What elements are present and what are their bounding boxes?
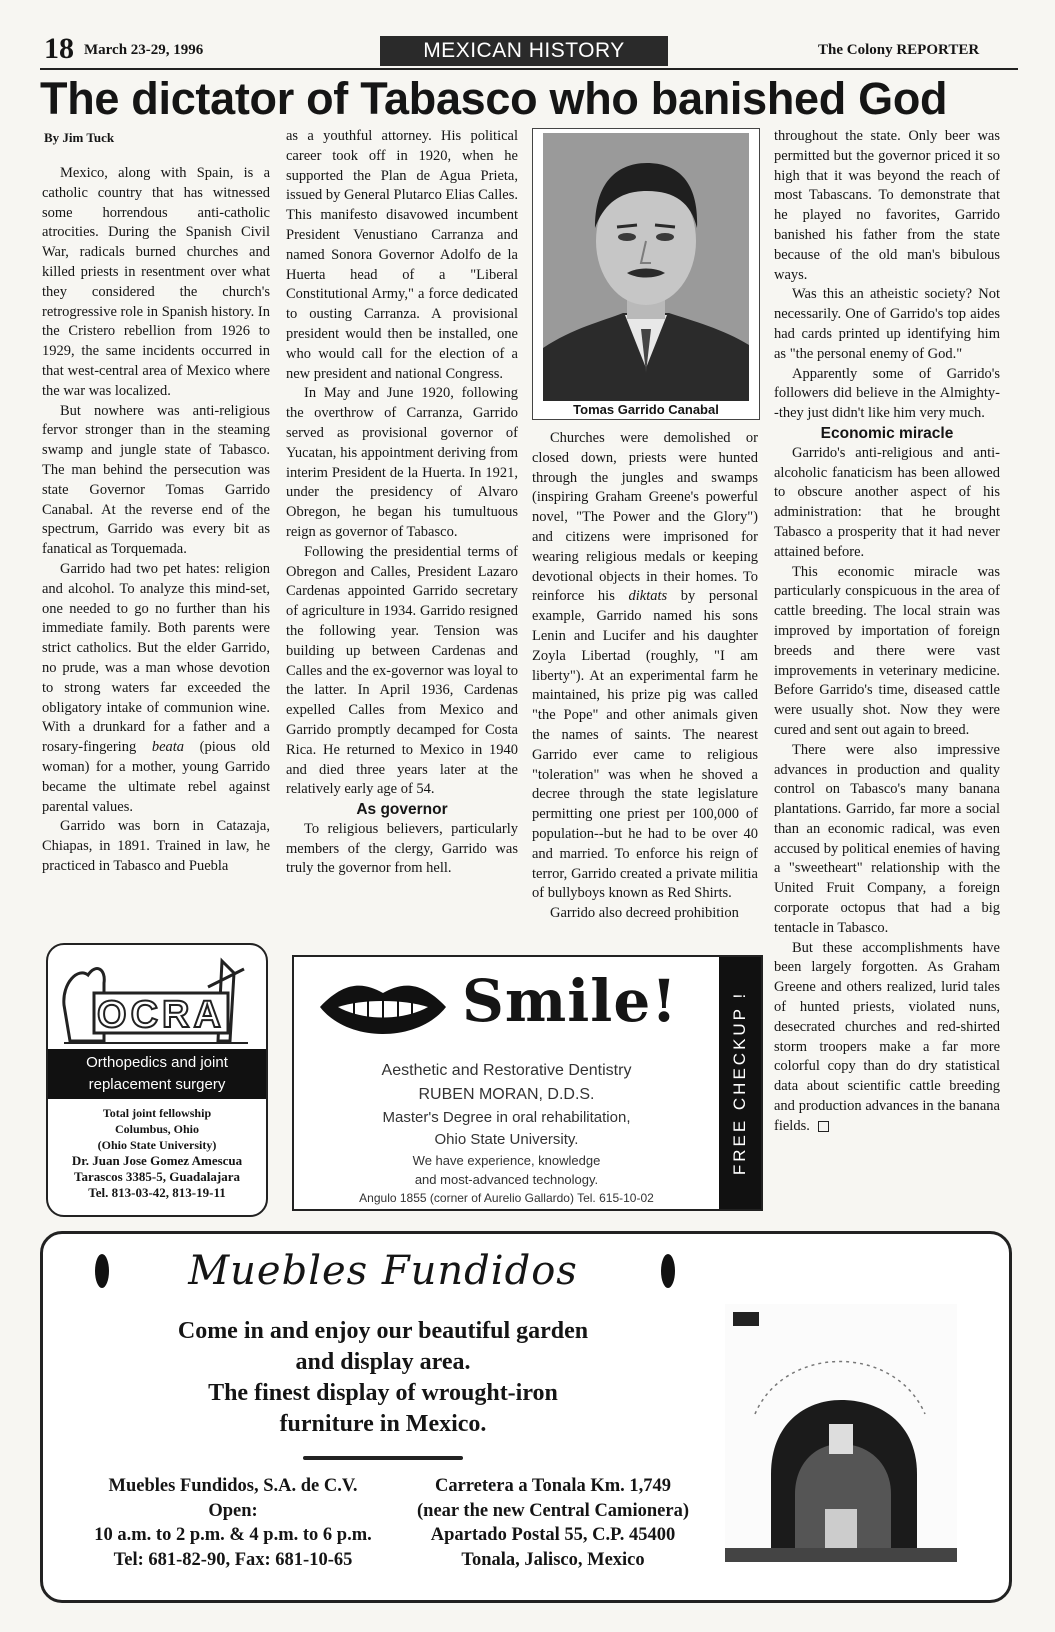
slogan-line: and display area. [295,1349,471,1375]
opening-hours: 10 a.m. to 2 p.m. & 4 p.m. to 6 p.m. [94,1525,372,1545]
muebles-contact-left [73,1474,393,1572]
subhead-economic-miracle: Economic miracle [820,424,954,442]
article-column-4 [774,127,1000,1137]
smile-dentistry-advertisement [292,955,763,1211]
paragraph-text: by personal example, Garrido named his sons Lenin and Lucifer and his daughter Zoyla Libertad (roughly, "I am liberty"). At an experimental farm he maintained, his prize pig was called "the Pope" and other animals given the names of saints. The nearest Garrido ever came to religious "toleration" was when he shoved a decree through the state legislature permitting one priest per 100,000 of population--but he had to be over 40 and married. To enforce his reign of terror, Garrido created a private militia of bullyboys known as Red Shirts. [532,588,759,902]
photo-caption: Tomas Garrido Canabal [573,402,719,417]
paragraph: Mexico, along with Spain, is a catholic country that has witnessed some horrendous anti-catholic atrocities. During the Spanish Civil War, radicals burned churches and killed priests in resentment over what they considered the church's retrogressive role in Spanish history. In the Cristero rebellion from 1926 to 1929, the same incidents occurred in that west-central area of Mexico where the war was localized. [42,165,270,399]
portrait-image [543,133,749,401]
smile-technology: and most-advanced technology. [414,1172,599,1187]
headline: The dictator of Tabasco who banished God [40,73,948,124]
smile-address: Angulo 1855 (corner of Aurelio Gallardo) Tel. 615-10-02 [359,1191,654,1205]
address-line: (near the new Central Camionera) [417,1500,689,1521]
paragraph: as a youthful attorney. His political career took off in 1920, when he supported the Plan de Agua Prieta, issued by General Plutarco Elias Calles. This manifesto disavowed incumbent President Venustiano Carranza and named Sonora Governor Adolfo de la Huerta head of a "Liberal Constitutional Army," a force dedicated to ousting Carranza. A provisional president would then be installed, one who would call for the election of a new president and national Congress. [286,128,518,382]
page-number: 18 [44,32,74,65]
slogan-line: Come in and enjoy our beautiful garden [177,1318,589,1344]
issue-date: March 23-29, 1996 [84,42,204,58]
paragraph: Was this an atheistic society? Not necessarily. One of Garrido's top aides had cards printed up identifying him as "the personal enemy of God." [774,286,1000,362]
end-of-article-mark [818,1121,829,1132]
ocra-info-line: Total joint fellowship [102,1106,212,1120]
free-checkup-text: FREE CHECKUP ! [730,990,749,1176]
paragraph: Apparently some of Garrido's followers did believe in the Almighty--they just didn't like him very much. [774,365,1000,422]
lips-icon [318,977,448,1047]
slogan-line: furniture in Mexico. [279,1411,487,1437]
paragraph-text: (pious old woman) for a mother, young Garrido became the ultimate rebel against parental values. [42,739,270,815]
subhead-as-governor: As governor [356,801,448,819]
italic-term: beata [151,739,185,756]
smile-experience: We have experience, knowledge [412,1153,601,1168]
section-banner: MEXICAN HISTORY [380,36,668,66]
paragraph: Garrido also decreed prohibition [550,905,739,922]
ocra-address: Tarascos 3385-5, Guadalajara [74,1169,240,1184]
muebles-slogan [83,1316,683,1440]
ocra-specialty-band [48,1049,266,1099]
paragraph: throughout the state. Only beer was permitted but the governor priced it so high that it was beyond the reach of most Tabascans. To demonstrate that he played no favorites, Garrido banished his father from the state because of the old man's bibulous ways. [774,128,1000,283]
address-line: Apartado Postal 55, C.P. 45400 [430,1525,676,1545]
address-line: Tonala, Jalisco, Mexico [461,1549,645,1570]
ocra-info-line: (Ohio State University) [97,1138,217,1152]
smile-university: Ohio State University. [434,1131,579,1148]
ocra-logo-text: OCRA [97,994,225,1036]
paragraph-text: Churches were demolished or closed down, priests were hunted through the jungles and swamps (inspiring Graham Greene's powerful novel, "The Power and the Glory") and citizens were imprisoned for wearing religious medals or keeping devotional objects in their homes. To reinforce his [532,430,758,605]
newspaper-name: The Colony REPORTER [818,42,980,58]
divider [303,1456,463,1460]
decorative-dot [95,1254,109,1288]
ocra-specialty-line: Orthopedics and joint [86,1054,228,1071]
article-column-3 [532,429,758,924]
paragraph: Garrido's anti-religious and anti-alcoholic fanaticism has been allowed to obscure another aspect of his administration: that he brought Tabasco a prosperity that it had never attained before. [774,444,1000,560]
paragraph: But nowhere was anti-religious fervor stronger than in the steaming swamp and jungle state of Tabasco. The man behind the persecution was state Governor Tomas Garrido Canabal. At the reverse end of the spectrum, Garrido was every bit as fanatical as Torquemada. [42,402,270,558]
muebles-title: Muebles Fundidos [188,1248,578,1294]
company-name: Muebles Fundidos, S.A. de C.V. [108,1476,358,1496]
article-column-1 [42,164,270,877]
italic-term: diktats [628,588,668,605]
ocra-info-line: Columbus, Ohio [114,1122,200,1136]
open-label: Open: [208,1500,258,1521]
ocra-phone: Tel. 813-03-42, 813-19-11 [88,1185,226,1200]
phone-fax: Tel: 681-82-90, Fax: 681-10-65 [113,1549,353,1570]
smile-dentist-name: RUBEN MORAN, D.D.S. [418,1086,595,1103]
paragraph-text: Garrido had two pet hates: religion and alcohol. To analyze this mind-set, one needed to go no further than his immediate family. Both parents were strict catholics. But the elder Garrido, no prude, was a man whose devotion to strong waters far exceeded the obligatory intake of communion wine. With a drunkard for a father and a rosary-fingering [42,560,270,756]
ocra-specialty-line: replacement surgery [88,1076,226,1093]
ocra-doctor-name: Dr. Juan Jose Gomez Amescua [71,1153,243,1168]
muebles-fundidos-advertisement [40,1231,1012,1603]
smile-specialty: Aesthetic and Restorative Dentistry [381,1062,632,1079]
paragraph: In May and June 1920, following the overthrow of Carranza, Garrido served as provisional governor of Yucatan, his appointment deriving from interim President de la Huerta. In 1921, under the presidency of Alvaro Obregon, he began his tumultuous reign as governor of Tabasco. [286,385,518,540]
ocra-contact-info [48,1105,266,1201]
paragraph-text: But these accomplishments have been largely forgotten. As Graham Greene and others realized, lurid tales of hunted priests, violated nuns, desecrated churches and red-shirted storm troopers make a far more colorful copy than do dry statistical data about scientific cattle breeding and production advances in the banana fields. [774,939,1000,1134]
smile-info [294,1059,719,1208]
smile-title: Smile! [462,967,678,1035]
byline: By Jim Tuck [44,130,115,145]
paragraph: This economic miracle was particularly conspicuous in the area of cattle breeding. The local strain was improved by importation of foreign breeds and there were vast improvements in veterinary medicine. Before Garrido's time, diseased cattle were usually shot. Now they were cured and sent out again to breed. [774,563,1000,738]
decorative-dot [661,1254,675,1288]
paragraph [532,429,758,904]
free-checkup-band [719,957,761,1209]
smile-degree: Master's Degree in oral rehabilitation, [382,1109,631,1126]
portrait-photo [532,128,760,420]
ocra-logo [58,953,254,1049]
paragraph: There were also impressive advances in production and quality control on Tabasco's many banana plantations. Garrido, far more a social than an economic radical, was even accused by political enemies of having a "sweetheart" relationship with the United Fruit Company, a foreign corporate octopus that had a big tentacle in Tabasco. [774,741,1000,936]
article-column-2 [286,127,518,879]
muebles-contact-right [388,1474,718,1572]
paragraph: Garrido was born in Catazaja, Chiapas, in 1891. Trained in law, he practiced in Tabasco and Puebla [42,818,270,874]
slogan-line: The finest display of wrought-iron [208,1380,558,1406]
paragraph [42,560,270,817]
showroom-photo [725,1304,957,1562]
paragraph [774,939,1000,1137]
address-line: Carretera a Tonala Km. 1,749 [434,1476,672,1496]
ocra-advertisement [46,943,268,1217]
paragraph: To religious believers, particularly members of the clergy, Garrido was truly the governor from hell. [286,820,518,877]
paragraph: Following the presidential terms of Obregon and Calles, President Lazaro Cardenas appointed Garrido secretary of agriculture in 1934. Garrido resigned the following year. Tension was building up between Cardenas and Calles and the ex-governor was loyal to the latter. In April 1936, Cardenas expelled Calles from Mexico and Garrido promptly decamped for Costa Rica. He returned to Mexico in 1940 and died three years later at the relatively early age of 54. [286,543,518,798]
